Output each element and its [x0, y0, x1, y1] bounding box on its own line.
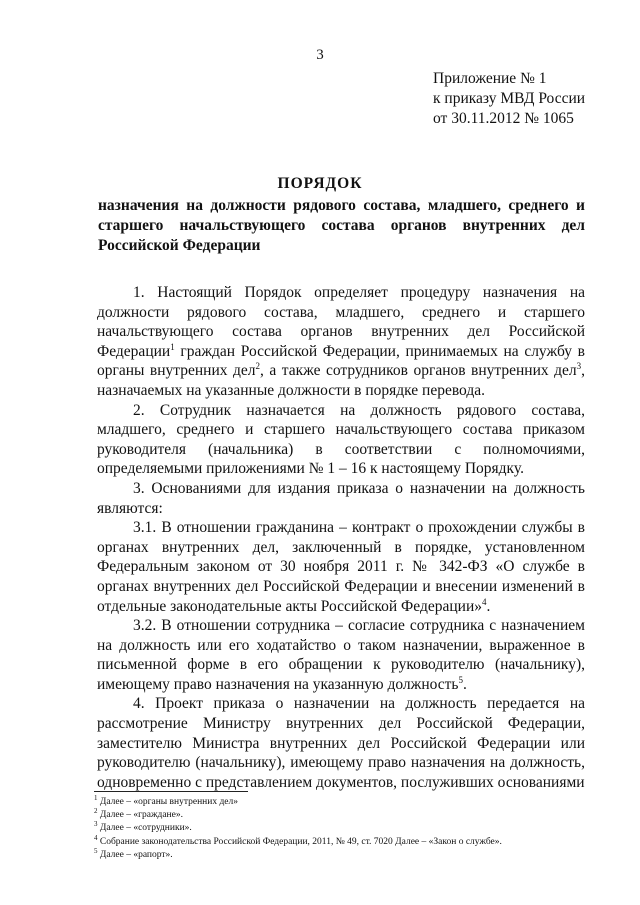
paragraph-1-text-d: , назначаемых на указанные должности в порядке перевода. — [97, 362, 585, 399]
paragraph-3-1 — [97, 518, 585, 616]
footnote-separator — [94, 791, 248, 792]
paragraph-1 — [97, 283, 585, 401]
footnote-2-text: Далее – «граждане». — [97, 810, 183, 821]
footnotes — [94, 793, 594, 862]
footnote-ref-3: 3 — [576, 361, 582, 372]
footnote-2-number: 2 — [94, 807, 98, 816]
paragraph-2: 2. Сотрудник назначается на должность рядового состава, младшего, среднего и старшего начальствующего состава приказом руководителя (начальника) в соответствии с полномочиями, определяемыми приложениями № 1 – 16 к настоящему Порядку. — [97, 401, 585, 478]
footnote-ref-4: 4 — [482, 596, 487, 607]
footnote-ref-1: 1 — [170, 341, 175, 352]
footnote-4-text: Собрание законодательства Российской Федерации, 2011, № 49, ст. 7020 Далее – «Закон о службе». — [97, 836, 502, 847]
footnote-1-text: Далее – «органы внутренних дел» — [97, 797, 239, 807]
paragraph-3: 3. Основаниями для издания приказа о назначении на должность являются: — [97, 479, 585, 517]
footnote-5-text: Далее – «рапорт». — [97, 849, 173, 860]
footnote-3-text: Далее – «сотрудники». — [97, 823, 192, 834]
footnote-3-number: 3 — [94, 820, 98, 829]
footnote-1 — [94, 793, 594, 809]
paragraph-3-2 — [97, 616, 585, 694]
document-title: ПОРЯДОК — [277, 175, 363, 192]
paragraph-1-text-a: 1. Настоящий Порядок определяет процедуру назначения на должности рядового состава, младшего, среднего и старшего начальствующего состава органов внутренних дел Российской Федерации — [97, 284, 585, 360]
paragraph-1-text-b: граждан Российской Федерации, принимаемых на службу в органы внутренних дел — [97, 342, 585, 380]
footnote-2 — [94, 809, 594, 822]
footnote-1-number: 1 — [94, 793, 98, 802]
paragraph-3-1-text-a: 3.1. В отношении гражданина – контракт о прохождении службы в органах внутренних дел, заключенный в порядке, установленном Федеральным законом от 30 ноября 2011 г. № 342-ФЗ «О службе в органах внутренних дел Российской Федерации и внесении изменений в отдельные законодательные акты Российской Федерации» — [97, 519, 585, 615]
document-subtitle: назначения на должности рядового состава, младшего, среднего и старшего начальствующего состава органов внутренних дел Российской Федерации — [98, 197, 585, 254]
appendix-line-2: к приказу МВД России — [433, 90, 586, 107]
footnote-ref-5: 5 — [458, 674, 463, 685]
page-number: 3 — [316, 47, 324, 63]
paragraph-4: 4. Проект приказа о назначении на должность передается на рассмотрение Министру внутренних дел Российской Федерации, заместителю Министра внутренних дел Российской Федерации или руководителю (начальнику), имеющему право назначения на должность, одновременно с представлением документов, послуживших основаниями — [97, 695, 585, 791]
paragraph-3-2-text-b: . — [463, 675, 467, 693]
footnote-5-number: 5 — [94, 846, 98, 855]
footnote-ref-2: 2 — [255, 361, 261, 372]
footnote-4 — [94, 833, 594, 849]
footnote-4-number: 4 — [94, 833, 98, 842]
paragraph-3-1-text-b: . — [486, 597, 491, 615]
appendix-header — [433, 69, 585, 129]
appendix-line-3: от 30.11.2012 № 1065 — [433, 110, 574, 127]
footnote-3 — [94, 822, 594, 835]
document-body — [97, 283, 585, 792]
appendix-line-1: Приложение № 1 — [433, 70, 547, 87]
paragraph-3-2-text-a: 3.2. В отношении сотрудника – согласие сотрудника с назначением на должность или его ходатайство о таком назначении, выраженное в письменной форме в его обращении к руководителю (начальнику), имеющему право назначения на указанную должность — [97, 617, 585, 693]
footnote-5 — [94, 846, 594, 862]
paragraph-1-text-c: , а также сотрудников органов внутренних дел — [260, 362, 577, 380]
